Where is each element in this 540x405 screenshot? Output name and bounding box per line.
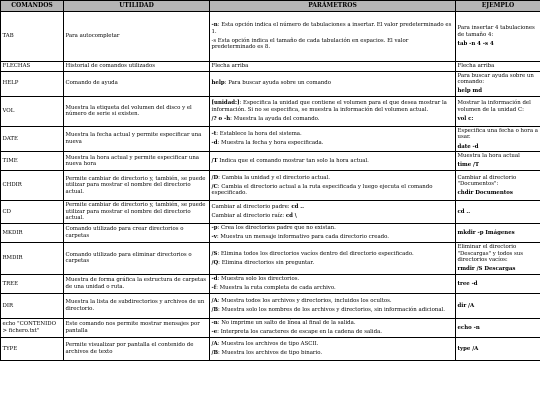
example-option: echo -n — [457, 324, 480, 331]
params-option: -f — [211, 285, 217, 292]
params-option: /? o -h — [211, 115, 231, 122]
example-text: Mostrar la información del volumen de la unidad C: — [457, 100, 531, 113]
params-line — [212, 285, 454, 292]
command-cell: RMDIR — [1, 242, 64, 274]
utility-cell: Permite cambiar de directorio y, también, se puede utilizar para mostrar el nombre del directorio actual. — [64, 171, 210, 201]
parameters-cell — [210, 12, 456, 62]
table-row — [1, 171, 540, 201]
example-line — [458, 346, 539, 353]
utility-cell: Permite visualizar por pantalla el contenido de archivos de texto — [64, 337, 210, 360]
parameters-cell — [210, 337, 456, 360]
example-line — [458, 190, 539, 197]
example-line — [458, 153, 539, 160]
example-option: dir /A — [457, 302, 475, 309]
command-cell: DIR — [1, 293, 64, 318]
example-line — [458, 325, 539, 332]
parameters-cell — [210, 71, 456, 96]
params-option: -t — [211, 131, 217, 138]
command-cell: CD — [1, 201, 64, 224]
utility-cell: Permite cambiar de directorio y, también, se puede utilizar para mostrar el nombre del directorio actual. — [64, 201, 210, 224]
example-line — [458, 162, 539, 169]
example-option: type /A — [457, 345, 479, 352]
table-row — [1, 242, 540, 274]
parameters-cell — [210, 242, 456, 274]
params-option: /T — [211, 157, 218, 164]
parameters-cell — [210, 223, 456, 242]
example-line — [458, 73, 539, 86]
table-row — [1, 201, 540, 224]
example-cell — [456, 126, 540, 151]
table-row — [1, 337, 540, 360]
params-option: -p — [211, 225, 218, 232]
command-cell: VOL — [1, 96, 64, 126]
parameters-cell — [210, 126, 456, 151]
command-cell: TREE — [1, 274, 64, 293]
example-cell — [456, 223, 540, 242]
params-line — [212, 260, 454, 267]
params-text: : Interpreta los caracteres de escape en la cadena de salida. — [217, 329, 383, 336]
example-line — [458, 244, 539, 264]
params-text: : Para buscar ayuda sobre un comando — [224, 80, 331, 87]
params-line — [212, 276, 454, 283]
utility-cell: Muestra la etiqueta del volumen del disco y el número de serie si existen. — [64, 96, 210, 126]
example-line — [458, 303, 539, 310]
parameters-cell — [210, 318, 456, 337]
utility-cell: Comando utilizado para eliminar directorios o carpetas — [64, 242, 210, 274]
params-option: help — [211, 80, 225, 87]
header-parametros: PARÁMETROS — [210, 1, 456, 12]
example-text: Cambiar al directorio "Documentos": — [457, 174, 517, 188]
parameters-cell — [210, 274, 456, 293]
table-row — [1, 293, 540, 318]
params-line — [212, 213, 454, 220]
utility-cell: Muestra la fecha actual y permite especificar una nueva — [64, 126, 210, 151]
command-cell: CHDIR — [1, 171, 64, 201]
params-line — [212, 350, 454, 357]
example-option: mkdir -p Imágenes — [457, 229, 515, 236]
example-text: Muestra la hora actual — [457, 153, 520, 160]
command-cell: MKDIR — [1, 223, 64, 242]
example-text: Eliminar el directorio "Descargas" y todos sus directorios vacíos: — [457, 243, 524, 264]
params-text: : Muestra todos los archivos y directorios, incluidos los ocultos. — [217, 297, 392, 304]
example-line — [458, 63, 539, 70]
params-line — [212, 158, 454, 165]
params-option: /B — [211, 350, 219, 357]
params-text: : Cambia el directorio actual a la ruta especificada y luego ejecuta el comando especificado. — [211, 183, 433, 197]
params-option: -d — [211, 275, 218, 282]
example-line — [458, 230, 539, 237]
command-cell: DATE — [1, 126, 64, 151]
example-cell — [456, 201, 540, 224]
params-option: cd \ — [285, 213, 297, 220]
command-cell: HELP — [1, 71, 64, 96]
utility-cell: Muestra la lista de subdirectorios y archivos de un directorio. — [64, 293, 210, 318]
example-line — [458, 175, 539, 188]
params-option: cd .. — [291, 204, 305, 211]
example-cell — [456, 12, 540, 62]
params-line — [212, 175, 454, 182]
table-row — [1, 274, 540, 293]
params-line — [212, 100, 454, 113]
example-text: Flecha arriba — [457, 63, 495, 69]
table-row — [1, 318, 540, 337]
table-row — [1, 71, 540, 96]
utility-cell: Muestra la hora actual y permite especificar una nueva hora — [64, 152, 210, 171]
params-text: Indica que el comando mostrar tan solo la hora actual. — [217, 157, 369, 164]
example-option: rmdir /S Descargas — [457, 266, 516, 273]
utility-cell: Comando de ayuda — [64, 71, 210, 96]
params-line — [212, 329, 454, 336]
example-option: chdir Documentos — [457, 190, 513, 197]
example-text: Para buscar ayuda sobre un comando: — [457, 72, 534, 86]
params-line — [212, 131, 454, 138]
params-text: : Muestra la ayuda del comando. — [230, 115, 320, 122]
params-line — [212, 22, 454, 35]
example-line — [458, 281, 539, 288]
params-text: : Crea los directorios padre que no existan. — [217, 225, 336, 232]
params-line — [212, 307, 454, 314]
command-cell: FLECHAS — [1, 62, 64, 72]
example-cell — [456, 96, 540, 126]
example-cell — [456, 71, 540, 96]
parameters-cell — [210, 62, 456, 72]
table-row — [1, 152, 540, 171]
example-cell — [456, 318, 540, 337]
table-row — [1, 12, 540, 62]
params-text: : Muestra la ruta completa de cada archivo. — [216, 285, 336, 292]
example-line — [458, 25, 539, 38]
params-line — [212, 184, 454, 197]
example-option: date -d — [457, 143, 479, 150]
params-line — [212, 140, 454, 147]
params-text: : Muestra los archivos de tipo ASCII. — [217, 340, 319, 347]
command-cell: TYPE — [1, 337, 64, 360]
example-cell — [456, 337, 540, 360]
example-cell — [456, 242, 540, 274]
params-text: : Muestra un mensaje informativo para cada directorio creado. — [216, 234, 389, 241]
example-line — [458, 88, 539, 95]
example-text: Para insertar 4 tabulaciones de tamaño 4: — [457, 25, 535, 38]
parameters-cell — [210, 152, 456, 171]
params-line — [212, 234, 454, 241]
params-text: : Cambia la unidad y el directorio actual. — [218, 174, 330, 181]
table-header-row — [1, 1, 540, 12]
params-option: /Q — [211, 259, 219, 266]
utility-cell: Este comando nos permite mostrar mensajes por pantalla — [64, 318, 210, 337]
example-option: help md — [457, 88, 483, 95]
command-cell: TAB — [1, 12, 64, 62]
parameters-cell — [210, 201, 456, 224]
params-option: /A — [211, 340, 218, 347]
example-option: vol c: — [457, 115, 474, 122]
example-line — [458, 266, 539, 273]
table-row — [1, 96, 540, 126]
params-line — [212, 251, 454, 258]
parameters-cell — [210, 96, 456, 126]
params-option: /D — [211, 174, 219, 181]
example-cell — [456, 152, 540, 171]
header-ejemplo: EJEMPLO — [456, 1, 540, 12]
example-cell — [456, 171, 540, 201]
command-cell: TIME — [1, 152, 64, 171]
parameters-cell — [210, 171, 456, 201]
example-option: time /T — [457, 162, 480, 169]
utility-cell: Comando utilizado para crear directorios o carpetas — [64, 223, 210, 242]
params-text: : Elimina directorios sin preguntar. — [218, 259, 315, 266]
params-text: : Elimina todos los directorios vacíos dentro del directorio especificado. — [217, 250, 414, 257]
params-text: : Muestra solo los directorios. — [217, 275, 300, 282]
example-text: Especifica una fecha o hora a usar. — [457, 127, 538, 141]
example-cell — [456, 293, 540, 318]
example-option: tree -d — [457, 280, 478, 287]
header-comandos: COMANDOS — [1, 1, 64, 12]
params-text: Flecha arriba — [211, 63, 249, 69]
utility-cell: Historial de comandos utilizados — [64, 62, 210, 72]
params-option: [unidad:] — [211, 100, 240, 107]
example-line — [458, 209, 539, 216]
params-text: Cambiar al directorio padre: — [211, 204, 292, 211]
table-row — [1, 62, 540, 72]
params-text: : Establece la hora del sistema. — [216, 131, 302, 138]
params-option: /B — [211, 307, 219, 314]
utility-cell: Muestra de forma gráfica la estructura de carpetas de una unidad o ruta. — [64, 274, 210, 293]
params-line — [212, 116, 454, 123]
params-text: : Esta opción indica el número de tabulaciones a insertar. El valor predeterminado es 1. — [211, 22, 452, 35]
params-option: -d — [211, 140, 218, 147]
example-line — [458, 100, 539, 113]
params-option: -e — [211, 329, 218, 336]
params-text: : Muestra los archivos de tipo binario. — [218, 350, 323, 357]
params-option: /C — [211, 183, 218, 190]
params-line — [212, 63, 454, 70]
example-line — [458, 116, 539, 123]
example-option: tab -n 4 -s 4 — [457, 41, 494, 48]
header-utilidad: UTILIDAD — [64, 1, 210, 12]
params-text: : Especifica la unidad que contiene el volumen para el que desea mostrar la información. Si no se especifica, se muestra la información del volumen actual. — [211, 100, 447, 113]
params-line — [212, 341, 454, 348]
params-option: -n — [211, 319, 218, 326]
params-text: : No imprime un salto de línea al final de la salida. — [217, 319, 356, 326]
command-cell: echo "CONTENIDO > fichero.txt" — [1, 318, 64, 337]
example-line — [458, 128, 539, 141]
example-cell — [456, 274, 540, 293]
example-line — [458, 41, 539, 48]
parameters-cell — [210, 293, 456, 318]
table-row — [1, 223, 540, 242]
params-option: -v — [211, 234, 217, 241]
params-text: -s Esta opción indica el tamaño de cada tabulación en espacios. El valor predeterminado es 8. — [211, 37, 409, 51]
params-line — [212, 320, 454, 327]
params-option: /S — [211, 250, 218, 257]
params-option: -n — [211, 22, 218, 29]
example-cell — [456, 62, 540, 72]
params-line — [212, 225, 454, 232]
params-option: /A — [211, 297, 218, 304]
params-text: : Muestra la fecha y hora especificada. — [217, 140, 324, 147]
example-option: cd .. — [457, 208, 471, 215]
example-line — [458, 144, 539, 151]
params-line — [212, 204, 454, 211]
table-row — [1, 126, 540, 151]
params-text: : Muestra solo los nombres de los archivos y directorios, sin información adicional. — [218, 307, 445, 314]
params-text: Cambiar al directorio raíz: — [211, 213, 286, 220]
params-line — [212, 80, 454, 87]
params-line — [212, 38, 454, 51]
utility-cell: Para autocompletar — [64, 12, 210, 62]
params-line — [212, 298, 454, 305]
